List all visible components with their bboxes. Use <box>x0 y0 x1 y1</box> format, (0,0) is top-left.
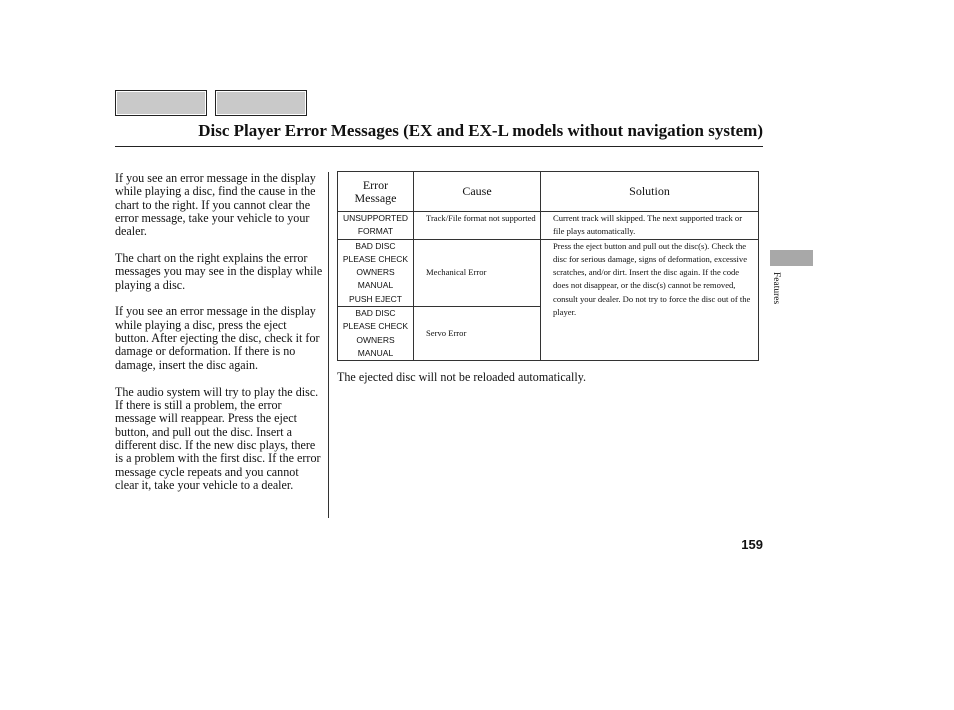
paragraph: The audio system will try to play the disc. If there is still a problem, the error message will reappear. Press the eject button, and pull out the disc. Insert a different disc. If the new disc plays, there is a problem with the first disc. If the error message cycle repeats and you cannot clear it, take your vehicle to a dealer. <box>115 384 321 492</box>
header-tab-box-2 <box>215 90 307 116</box>
section-side-tab <box>770 250 813 266</box>
paragraph: The chart on the right explains the error messages you may see in the display while playing a disc. <box>115 251 323 292</box>
table-row <box>338 212 759 240</box>
title-rule <box>115 146 763 147</box>
header-solution: Solution <box>541 172 759 212</box>
solution-cell: Press the eject button and pull out the disc(s). Check the disc for serious damage, signs of deformation, excessive scratches, and/or dirt. Insert the disc again. If the code does not disappear, or the disc(s) cannot be removed, consult your dealer. Do not try to force the disc out of the player. <box>541 239 759 361</box>
error-message-cell: UNSUPPORTED FORMAT <box>338 212 414 240</box>
left-column <box>115 172 323 506</box>
page-title: Disc Player Error Messages (EX and EX-L models without navigation system) <box>198 121 763 140</box>
solution-cell: Current track will skipped. The next supported track or file plays automatically. <box>541 212 759 240</box>
paragraph: If you see an error message in the display while playing a disc, press the eject button. After ejecting the disc, check it for damage or deformation. If there is no damage, insert the disc again. <box>115 304 320 372</box>
header-tab-box-1 <box>115 90 207 116</box>
eject-note: The ejected disc will not be reloaded automatically. <box>337 370 587 384</box>
cause-cell: Track/File format not supported <box>414 212 541 240</box>
column-divider <box>328 172 329 518</box>
header-cause: Cause <box>414 172 541 212</box>
error-message-table <box>337 171 759 361</box>
section-side-label: Features <box>771 272 781 305</box>
error-message-cell: BAD DISC PLEASE CHECK OWNERS MANUAL PUSH EJECT <box>338 239 414 306</box>
page-number: 159 <box>741 537 763 552</box>
cause-cell: Servo Error <box>414 307 541 361</box>
cause-cell: Mechanical Error <box>414 239 541 306</box>
paragraph: If you see an error message in the display while playing a disc, find the cause in the chart to the right. If you cannot clear the error message, take your vehicle to your dealer. <box>115 171 316 239</box>
header-error-message: Error Message <box>338 172 414 212</box>
error-message-cell: BAD DISC PLEASE CHECK OWNERS MANUAL <box>338 307 414 361</box>
table-row <box>338 239 759 306</box>
table-header-row <box>338 172 759 212</box>
